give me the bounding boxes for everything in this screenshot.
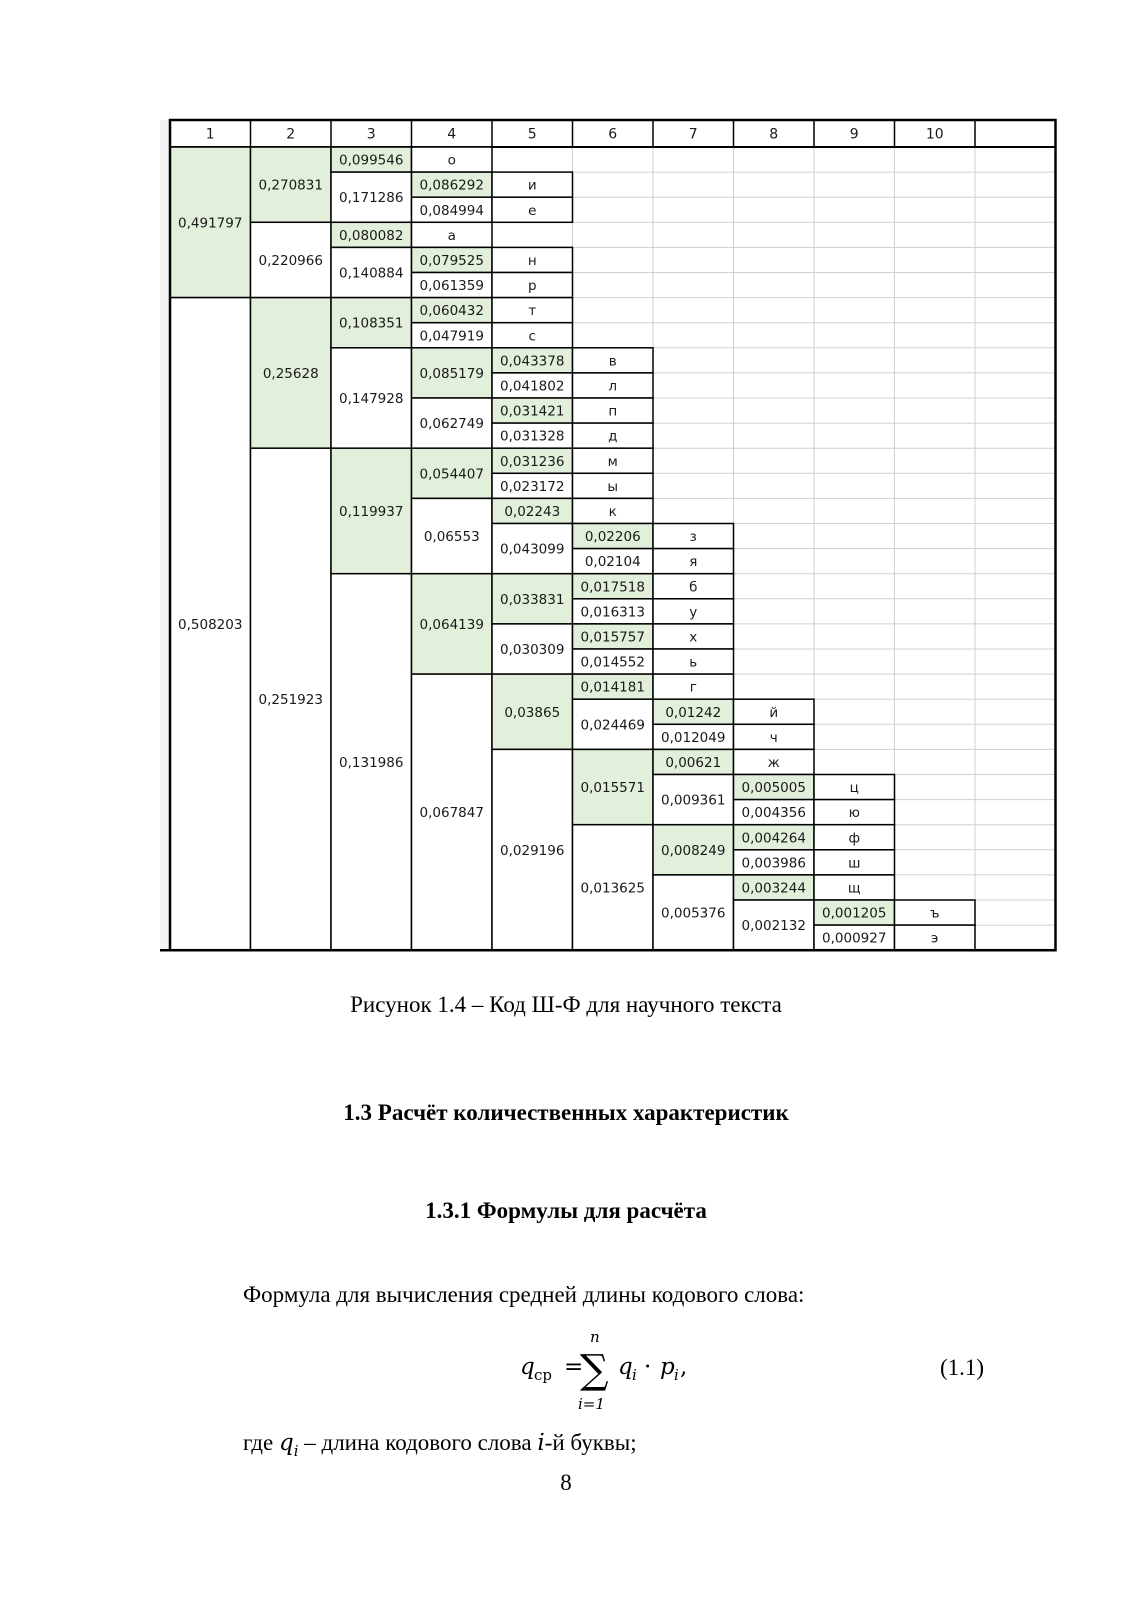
column-header: 3 (366, 126, 376, 143)
column-header: 5 (527, 126, 537, 143)
cell-value: 0,014181 (580, 679, 645, 696)
cell-value: э (931, 930, 939, 947)
cell-value: т (528, 303, 537, 320)
cell-value: 0,02206 (584, 529, 641, 546)
cell-value: 0,031236 (500, 453, 565, 470)
variable-definition (243, 1430, 637, 1462)
cell-value: 0,015571 (580, 780, 645, 797)
cell-value: 0,002132 (741, 918, 806, 935)
cell-value: е (528, 202, 537, 219)
formula-sum-upper: n (590, 1328, 600, 1346)
code-table-grid (160, 118, 1060, 958)
cell-value: 0,024469 (580, 717, 645, 734)
cell-value: 0,004264 (741, 830, 806, 847)
cell-value: 0,009361 (661, 792, 726, 809)
cell-value: 0,029196 (500, 842, 565, 859)
cell-value: 0,079525 (419, 252, 484, 269)
cell-value: 0,031328 (500, 428, 565, 445)
cell-value: ж (767, 754, 780, 771)
cell-value: г (689, 679, 697, 696)
cell-value: 0,270831 (258, 177, 323, 194)
cell-value: о (447, 152, 456, 169)
where-tail: -й буквы; (544, 1430, 637, 1455)
cell-value: ч (769, 729, 778, 746)
cell-value: 0,131986 (339, 754, 404, 771)
column-header: 1 (205, 126, 215, 143)
formula (520, 1326, 1000, 1416)
cell-value: 0,000927 (822, 930, 887, 947)
column-header: 2 (286, 126, 296, 143)
cell-value: 0,147928 (339, 391, 404, 407)
cell-value: 0,01242 (665, 704, 722, 721)
cell-value: и (527, 177, 537, 194)
formula-sum-lower: i=1 (578, 1395, 605, 1413)
cell-value: 0,099546 (339, 152, 404, 169)
cell-value: 0,171286 (339, 190, 404, 207)
where-variable: q (278, 1430, 294, 1456)
cell-value: 0,030309 (500, 642, 565, 658)
cell-value: 0,054407 (419, 466, 484, 483)
formula-comma: , (680, 1354, 688, 1380)
formula-term1: q (618, 1354, 633, 1380)
cell-value: 0,014552 (580, 654, 645, 671)
formula-intro-text: Формула для вычисления средней длины кодового слова: (243, 1282, 805, 1307)
where-middle: – длина кодового слова (298, 1430, 538, 1455)
cell-value: 0,031421 (500, 403, 565, 420)
cell-value: 0,047919 (419, 328, 484, 345)
cell-value: з (689, 529, 697, 546)
cell-value: 0,005376 (661, 905, 726, 922)
cell-value: 0,061359 (419, 278, 484, 295)
cell-value: д (608, 428, 618, 445)
cell-value: 0,015757 (580, 629, 645, 646)
cell-value: 0,084994 (419, 202, 484, 219)
cell-value: я (689, 554, 698, 571)
formula-dot: · (644, 1354, 652, 1380)
section-heading: 1.3 Расчёт количественных характеристик (343, 1100, 789, 1125)
formula-term1-subscript: i (632, 1366, 637, 1384)
cell-value: 0,012049 (661, 729, 726, 746)
cell-value: 0,508203 (178, 616, 243, 633)
cell-value: ш (848, 855, 861, 872)
cell-value: 0,062749 (419, 416, 484, 433)
cell-value: у (689, 604, 698, 621)
formula-term2: p (660, 1354, 675, 1380)
formula-lhs-subscript: ср (534, 1366, 553, 1384)
cell-value: ф (848, 830, 861, 847)
cell-value: й (769, 704, 779, 721)
cell-value: а (447, 227, 456, 244)
cell-value: ы (607, 478, 619, 495)
cell-value: 0,060432 (419, 303, 484, 320)
cell-value: 0,02104 (584, 554, 641, 571)
cell-value: 0,023172 (500, 478, 565, 495)
cell-value: ь (689, 654, 698, 671)
column-header: 8 (769, 126, 779, 143)
cell-value: 0,003244 (741, 880, 806, 897)
cell-value: 0,140884 (339, 265, 404, 282)
cell-value: н (527, 252, 537, 269)
column-header: 9 (849, 126, 859, 143)
cell-value: 0,067847 (419, 805, 484, 822)
cell-value: м (607, 453, 618, 470)
cell-value: 0,004356 (741, 805, 806, 822)
cell-value: 0,080082 (339, 227, 404, 244)
column-header: 6 (608, 126, 618, 143)
cell-value: 0,25628 (262, 365, 319, 382)
cell-value: р (527, 278, 537, 295)
row-number-strip (160, 120, 170, 950)
column-header: 4 (447, 126, 457, 143)
cell-value: 0,001205 (822, 905, 887, 922)
cell-value: ю (848, 805, 860, 822)
formula-term2-subscript: i (674, 1366, 679, 1384)
cell-value: х (689, 629, 698, 646)
cell-value: 0,00621 (665, 754, 722, 771)
cell-value: с (528, 328, 536, 345)
cell-value: 0,086292 (419, 177, 484, 194)
cell-value: щ (847, 880, 861, 897)
column-header: 10 (925, 126, 944, 143)
cell-value: 0,041802 (500, 378, 565, 395)
formula-equals: = (564, 1354, 584, 1380)
cell-value: 0,03865 (504, 704, 561, 721)
cell-value: 0,043378 (500, 353, 565, 370)
cell-value: п (608, 403, 618, 420)
cell-value: 0,005005 (741, 780, 806, 797)
cell-value: 0,119937 (339, 503, 404, 520)
page-number: 8 (560, 1470, 572, 1495)
cell-value: л (608, 378, 618, 395)
cell-value: 0,491797 (178, 215, 243, 232)
cell-value: 0,033831 (500, 591, 565, 608)
cell-value: 0,003986 (741, 855, 806, 872)
where-lead: где (243, 1430, 279, 1455)
cell-value: 0,06553 (423, 529, 480, 546)
equation-number: (1.1) (940, 1355, 985, 1380)
figure-caption: Рисунок 1.4 – Код Ш-Ф для научного текста (350, 992, 782, 1017)
cell-value: б (689, 579, 698, 596)
cell-value: 0,017518 (580, 579, 645, 596)
subsection-heading: 1.3.1 Формулы для расчёта (425, 1198, 707, 1223)
cell-value: ъ (929, 905, 940, 922)
cell-value: к (608, 503, 617, 520)
cell-value: 0,013625 (580, 880, 645, 897)
cell-value: 0,085179 (419, 365, 484, 382)
cell-value: 0,108351 (339, 315, 404, 332)
cell-value: 0,251923 (258, 692, 323, 709)
column-header: 7 (688, 126, 698, 143)
cell-value: 0,008249 (661, 842, 726, 859)
cell-value: в (608, 353, 617, 370)
cell-value: 0,02243 (504, 503, 561, 520)
cell-value: 0,064139 (419, 616, 484, 633)
code-table (160, 118, 1080, 978)
sigma-icon: ∑ (580, 1347, 609, 1393)
formula-lhs: q (520, 1354, 535, 1380)
cell-value: 0,016313 (580, 604, 645, 621)
cell-value: 0,043099 (500, 541, 565, 558)
cell-value: 0,220966 (258, 252, 323, 269)
cell-value: ц (849, 780, 859, 797)
where-index: i (537, 1430, 545, 1456)
where-variable-subscript: i (293, 1441, 299, 1460)
